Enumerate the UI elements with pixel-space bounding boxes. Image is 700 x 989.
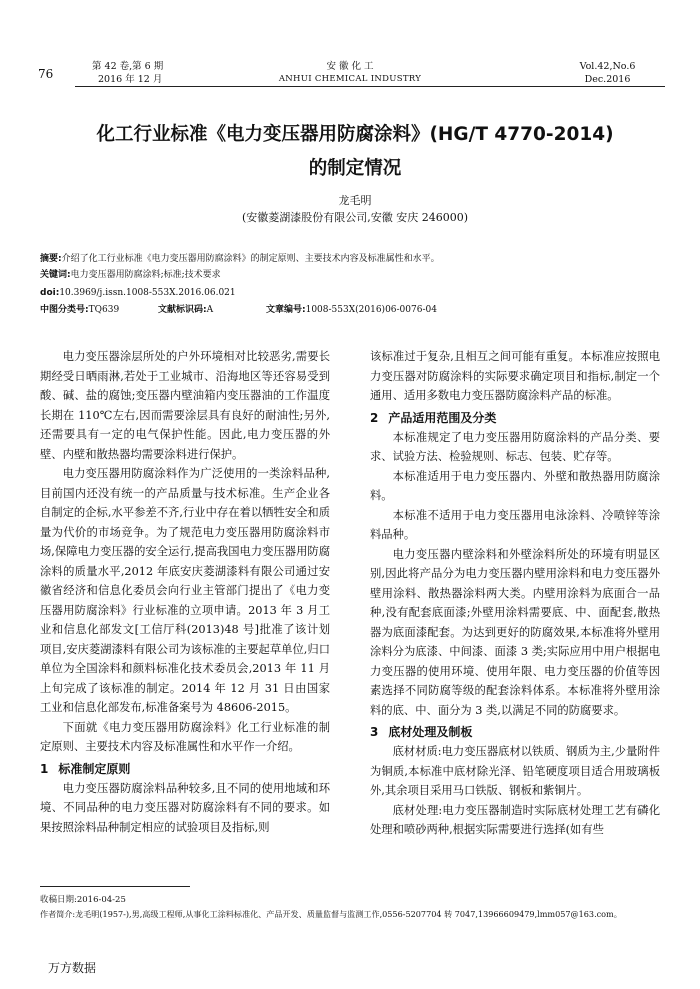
received-date: 收稿日期:2016-04-25 bbox=[40, 895, 126, 905]
paragraph: 本标准不适用于电力变压器用电泳涂料、冷喷锌等涂料品种。 bbox=[370, 508, 660, 541]
abstract-text: 介绍了化工行业标准《电力变压器用防腐涂料》的制定原则、主要技术内容及标准属性和水平。 bbox=[61, 254, 440, 264]
keywords-label: 关键词: bbox=[40, 270, 71, 280]
paragraph: 本标准规定了电力变压器用防腐涂料的产品分类、要求、试验方法、检验规则、标志、包装、贮存等。 bbox=[370, 430, 660, 463]
section-title: 产品适用范围及分类 bbox=[388, 410, 497, 425]
section-heading-2 bbox=[370, 408, 660, 428]
paragraph: 电力变压器用防腐涂料作为广泛使用的一类涂料品种,目前国内还没有统一的产品质量与技术标准。生产企业各自制定的企标,水平参差不齐,行业中存在着以牺牲安全和质量为代价的市场竞争。为了规范电力变压器用防腐涂料市场,保障电力变压器的安全运行,提高我国电力变压器用防腐涂料的质量水平,2012 年底安庆菱湖漆料有限公司通过安徽省经济和信息化委员会向行业主管部门提出了《电力变压器用防腐涂料》行业标准的立项申请。2013 年 3 月工业和信息化部发文[工信厅科(2013)48 号]批准了该计划项目,安庆菱湖漆料有限公司为该标准的主要起草单位,归口单位为全国涂料和颜料标准化技术委员会,2013 年 11 月上旬完成了该标准的制定。2014 年 12 月 31 日由国家工业和信息化部发布,标准备案号为 48606-2015。 bbox=[40, 467, 330, 714]
clc-value: TQ639 bbox=[88, 305, 120, 315]
article-number bbox=[266, 305, 437, 315]
paragraph: 底材材质:电力变压器底材以铁质、钢质为主,少量附件为铜质,本标准中底材除光泽、铅笔硬度项目适合用玻璃板外,其余项目采用马口铁版、钢板和紫铜片。 bbox=[370, 745, 660, 797]
page-number: 76 bbox=[38, 67, 54, 81]
section-title: 底材处理及制板 bbox=[388, 725, 473, 739]
volume-issue-cn: 第 42 卷,第 6 期 bbox=[92, 61, 164, 72]
paragraph: 电力变压器内壁涂料和外壁涂料所处的环境有明显区别,因此将产品分为电力变压器内壁用涂料和电力变压器外壁用涂料、散热器涂料两大类。内壁用涂料为底面合一品种,没有配套底面漆;外壁用涂料需要底、中、面配套,散热器为底面漆配套。为达到更好的防腐效果,本标准将外壁用涂料分为底漆、中间漆、面漆 3 类;实际应用中用户根据电力变压器的使用环境、使用年限、电力变压器的价值等因素选择不同防腐等级的配套涂料体系。本标准将外壁用涂料的底、中、面分为 3 类,以满足不同的防腐要求。 bbox=[370, 547, 660, 717]
section-heading-1 bbox=[40, 759, 330, 779]
author-affiliation: (安徽菱湖漆股份有限公司,安徽 安庆 246000) bbox=[241, 211, 469, 224]
section-heading-3 bbox=[370, 722, 660, 742]
author-bio: 作者简介:龙毛明(1957-),男,高级工程师,从事化工涂料标准化、产品开发、质量监督与监测工作,0556-5207704 转 7047,13966609479,lmm057@163.com。 bbox=[40, 909, 622, 919]
doc-code-value: A bbox=[206, 305, 214, 315]
abstract-label: 摘要: bbox=[40, 254, 62, 264]
paragraph: 底材处理:电力变压器制造时实际底材处理工艺有磷化处理和喷砂两种,根据实际需要进行选择(如有些 bbox=[370, 803, 660, 836]
article-number-value: 1008-553X(2016)06-0076-04 bbox=[305, 305, 437, 315]
paragraph: 电力变压器涂层所处的户外环境相对比较恶劣,需要长期经受日晒雨淋,若处于工业城市、沿海地区等还容易受到酸、碱、盐的腐蚀;变压器内壁油箱内变压器油的工作温度长期在 110℃左右,因而需要涂层具有良好的耐油性;另外,还需要具有一定的电气保护性能。因此,电力变压器的外壁、内壁和散热器均需要涂料进行保护。 bbox=[40, 350, 330, 461]
journal-name-en: ANHUI CHEMICAL INDUSTRY bbox=[278, 74, 422, 84]
date-en: Dec.2016 bbox=[584, 74, 631, 85]
article-title-line1: 化工行业标准《电力变压器用防腐涂料》(HG/T 4770-2014) bbox=[96, 124, 614, 145]
keywords-text: 电力变压器用防腐涂料;标准;技术要求 bbox=[70, 270, 221, 280]
right-column bbox=[370, 347, 660, 840]
section-number: 3 bbox=[370, 725, 379, 739]
paragraph: 下面就《电力变压器用防腐涂料》化工行业标准的制定原则、主要技术内容及标准属性和水平作一介绍。 bbox=[40, 720, 330, 753]
clc bbox=[40, 303, 158, 318]
date-cn: 2016 年 12 月 bbox=[98, 74, 163, 85]
doi-label: doi: bbox=[40, 288, 60, 298]
author-name: 龙毛明 bbox=[338, 194, 372, 207]
volume-issue-en: Vol.42,No.6 bbox=[579, 61, 636, 72]
section-number: 1 bbox=[40, 761, 49, 776]
abstract bbox=[40, 252, 665, 267]
header-rule bbox=[75, 86, 665, 87]
section-number: 2 bbox=[370, 410, 379, 425]
footnote-rule bbox=[40, 886, 190, 887]
doi bbox=[40, 286, 665, 301]
article-number-label: 文章编号: bbox=[266, 305, 306, 315]
watermark: 万方数据 bbox=[48, 961, 97, 975]
journal-name-cn: 安 徽 化 工 bbox=[326, 61, 374, 72]
paragraph: 该标准过于复杂,且相互之间可能有重复。本标准应按照电力变压器对防腐涂料的实际要求确定项目和指标,制定一个通用、适用多数电力变压器防腐涂料产品的标准。 bbox=[370, 350, 660, 402]
keywords bbox=[40, 268, 665, 283]
doc-code-label: 文献标识码: bbox=[158, 305, 207, 315]
clc-label: 中图分类号: bbox=[40, 305, 89, 315]
article-title-line2: 的制定情况 bbox=[308, 158, 402, 179]
doi-text: 10.3969/j.issn.1008-553X.2016.06.021 bbox=[59, 288, 236, 298]
paragraph: 本标准适用于电力变压器内、外壁和散热器用防腐涂料。 bbox=[370, 469, 660, 502]
paragraph: 电力变压器防腐涂料品种较多,且不同的使用地域和环境、不同品种的电力变压器对防腐涂料有不同的要求。如果按照涂料品种制定相应的试验项目及指标,则 bbox=[40, 781, 330, 834]
left-column bbox=[40, 347, 330, 837]
classification-line bbox=[40, 303, 665, 318]
doc-code bbox=[158, 303, 266, 318]
section-title: 标准制定原则 bbox=[58, 761, 131, 776]
